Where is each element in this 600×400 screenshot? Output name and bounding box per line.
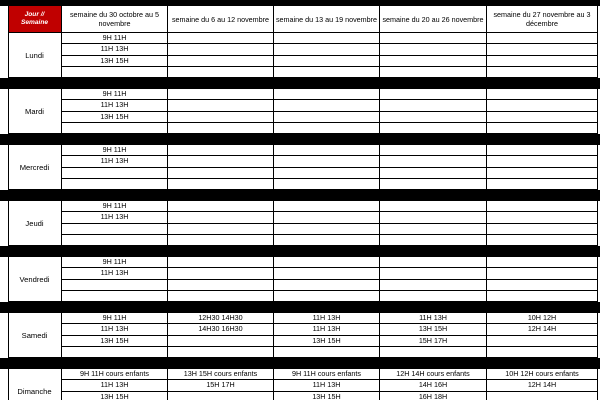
time-slot	[168, 257, 274, 268]
time-slot: 11H 13H	[274, 313, 380, 324]
time-slot: 11H 13H	[274, 324, 380, 335]
corner-label-week: Semaine	[20, 19, 49, 26]
time-slot	[168, 67, 274, 78]
time-slot: 9H 11H	[62, 201, 168, 212]
time-slot	[487, 112, 598, 123]
time-slot	[380, 224, 487, 235]
corner-header	[8, 6, 62, 33]
time-slot	[274, 257, 380, 268]
time-slot: 11H 13H	[62, 44, 168, 55]
time-slot	[274, 235, 380, 246]
time-slot: 9H 11H	[62, 313, 168, 324]
time-slot	[168, 33, 274, 44]
time-slot	[487, 347, 598, 358]
time-slot	[62, 347, 168, 358]
time-slot	[62, 179, 168, 190]
time-slot	[168, 56, 274, 67]
time-slot	[487, 145, 598, 156]
time-slot: 14H 16H	[380, 380, 487, 391]
time-slot	[274, 347, 380, 358]
time-slot	[274, 123, 380, 134]
time-slot	[487, 392, 598, 400]
time-slot: 14H30 16H30	[168, 324, 274, 335]
time-slot	[487, 224, 598, 235]
time-slot	[274, 112, 380, 123]
time-slot	[487, 268, 598, 279]
time-slot	[380, 280, 487, 291]
time-slot: 9H 11H cours enfants	[274, 369, 380, 380]
time-slot: 12H 14H	[487, 380, 598, 391]
time-slot	[62, 291, 168, 302]
day-separator-bar	[0, 78, 600, 89]
time-slot	[168, 44, 274, 55]
time-slot	[487, 168, 598, 179]
time-slot	[380, 201, 487, 212]
time-slot: 13H 15H	[62, 112, 168, 123]
time-slot: 13H 15H	[62, 56, 168, 67]
time-slot	[168, 168, 274, 179]
time-slot	[487, 89, 598, 100]
time-slot: 9H 11H cours enfants	[62, 369, 168, 380]
time-slot	[274, 268, 380, 279]
time-slot: 11H 13H	[62, 212, 168, 223]
time-slot	[380, 112, 487, 123]
time-slot: 12H 14H cours enfants	[380, 369, 487, 380]
time-slot	[62, 67, 168, 78]
time-slot	[274, 56, 380, 67]
time-slot	[274, 89, 380, 100]
day-separator-bar	[0, 134, 600, 145]
time-slot	[168, 156, 274, 167]
time-slot	[487, 44, 598, 55]
time-slot: 15H 17H	[168, 380, 274, 391]
time-slot: 11H 13H	[380, 313, 487, 324]
time-slot	[380, 268, 487, 279]
time-slot	[274, 201, 380, 212]
time-slot	[274, 280, 380, 291]
time-slot	[274, 67, 380, 78]
day-label: Mercredi	[8, 145, 62, 190]
time-slot: 15H 17H	[380, 336, 487, 347]
time-slot	[274, 44, 380, 55]
time-slot: 11H 13H	[62, 100, 168, 111]
time-slot	[62, 168, 168, 179]
time-slot	[168, 123, 274, 134]
time-slot	[380, 257, 487, 268]
week-header: semaine du 30 octobre au 5 novembre	[62, 6, 168, 33]
time-slot	[487, 235, 598, 246]
time-slot: 12H30 14H30	[168, 313, 274, 324]
time-slot: 13H 15H	[274, 336, 380, 347]
time-slot	[274, 291, 380, 302]
time-slot	[380, 100, 487, 111]
time-slot	[380, 291, 487, 302]
time-slot: 10H 12H cours enfants	[487, 369, 598, 380]
time-slot: 16H 18H	[380, 392, 487, 400]
time-slot	[487, 156, 598, 167]
time-slot	[487, 257, 598, 268]
time-slot	[487, 56, 598, 67]
day-label: Mardi	[8, 89, 62, 134]
time-slot	[274, 212, 380, 223]
time-slot	[274, 156, 380, 167]
time-slot	[380, 235, 487, 246]
time-slot	[62, 280, 168, 291]
time-slot	[380, 89, 487, 100]
time-slot	[168, 291, 274, 302]
week-header: semaine du 27 novembre au 3 décembre	[487, 6, 598, 33]
time-slot: 11H 13H	[62, 268, 168, 279]
time-slot	[168, 201, 274, 212]
time-slot: 13H 15H	[274, 392, 380, 400]
week-header: semaine du 6 au 12 novembre	[168, 6, 274, 33]
time-slot	[168, 89, 274, 100]
day-separator-bar	[0, 302, 600, 313]
time-slot	[274, 33, 380, 44]
time-slot: 12H 14H	[487, 324, 598, 335]
time-slot	[168, 235, 274, 246]
time-slot	[487, 100, 598, 111]
time-slot	[274, 224, 380, 235]
time-slot	[274, 168, 380, 179]
time-slot	[487, 212, 598, 223]
corner-label-day: Jour //	[24, 11, 45, 18]
time-slot	[380, 156, 487, 167]
day-separator-bar	[0, 358, 600, 369]
time-slot	[168, 392, 274, 400]
day-label: Dimanche	[8, 369, 62, 400]
time-slot	[274, 179, 380, 190]
time-slot	[380, 347, 487, 358]
time-slot: 11H 13H	[62, 156, 168, 167]
time-slot: 13H 15H cours enfants	[168, 369, 274, 380]
time-slot	[274, 145, 380, 156]
time-slot	[487, 336, 598, 347]
time-slot: 13H 15H	[380, 324, 487, 335]
day-label: Samedi	[8, 313, 62, 358]
day-separator-bar	[0, 190, 600, 201]
time-slot	[168, 112, 274, 123]
time-slot	[380, 67, 487, 78]
time-slot: 13H 15H	[62, 392, 168, 400]
time-slot: 13H 15H	[62, 336, 168, 347]
time-slot	[487, 179, 598, 190]
time-slot: 10H 12H	[487, 313, 598, 324]
time-slot	[380, 179, 487, 190]
time-slot: 9H 11H	[62, 33, 168, 44]
time-slot	[487, 67, 598, 78]
time-slot	[380, 56, 487, 67]
time-slot: 9H 11H	[62, 257, 168, 268]
time-slot: 11H 13H	[62, 380, 168, 391]
time-slot	[62, 224, 168, 235]
time-slot	[380, 33, 487, 44]
time-slot	[62, 235, 168, 246]
time-slot	[168, 280, 274, 291]
time-slot	[380, 212, 487, 223]
time-slot	[380, 145, 487, 156]
time-slot	[380, 168, 487, 179]
week-header: semaine du 20 au 26 novembre	[380, 6, 487, 33]
time-slot	[380, 44, 487, 55]
time-slot	[487, 201, 598, 212]
time-slot	[168, 179, 274, 190]
time-slot	[168, 212, 274, 223]
week-header: semaine du 13 au 19 novembre	[274, 6, 380, 33]
time-slot	[168, 145, 274, 156]
time-slot: 11H 13H	[274, 380, 380, 391]
time-slot	[168, 268, 274, 279]
day-label: Vendredi	[8, 257, 62, 302]
time-slot	[168, 336, 274, 347]
time-slot: 9H 11H	[62, 89, 168, 100]
time-slot	[168, 347, 274, 358]
time-slot	[487, 291, 598, 302]
time-slot	[487, 33, 598, 44]
time-slot	[62, 123, 168, 134]
time-slot	[487, 280, 598, 291]
time-slot: 9H 11H	[62, 145, 168, 156]
time-slot	[274, 100, 380, 111]
day-label: Lundi	[8, 33, 62, 78]
time-slot	[380, 123, 487, 134]
day-separator-bar	[0, 246, 600, 257]
time-slot	[168, 224, 274, 235]
time-slot	[487, 123, 598, 134]
time-slot	[168, 100, 274, 111]
time-slot: 11H 13H	[62, 324, 168, 335]
day-label: Jeudi	[8, 201, 62, 246]
